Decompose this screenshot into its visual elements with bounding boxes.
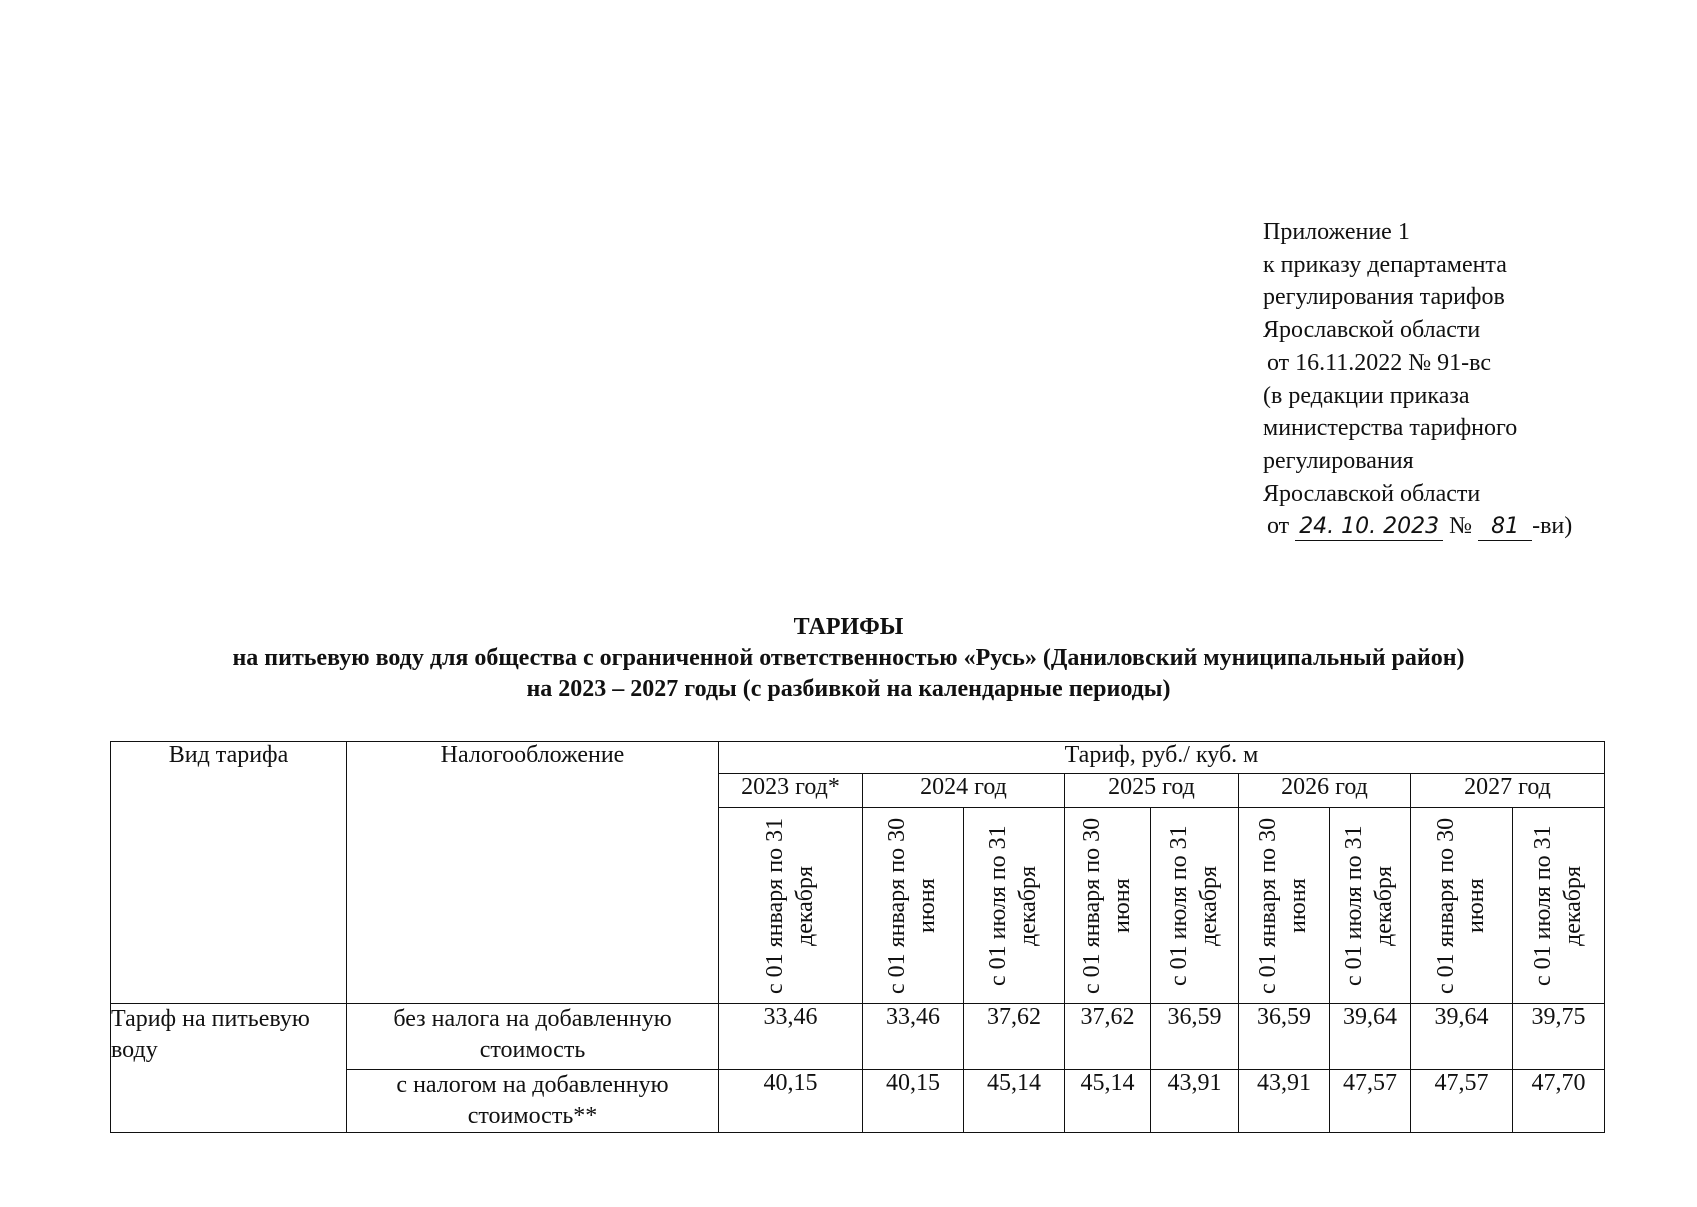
value-cell: 45,14 (1065, 1070, 1151, 1133)
value-cell: 40,15 (863, 1070, 964, 1133)
appendix-line: Приложение 1 (1263, 219, 1410, 245)
handwritten-number: 81 (1478, 514, 1532, 541)
appendix-block (1263, 216, 1643, 543)
title-heading: ТАРИФЫ (793, 614, 904, 640)
header-period (964, 808, 1065, 1004)
value-cell: 36,59 (1239, 1004, 1330, 1070)
header-year: 2025 год (1065, 774, 1239, 808)
header-year: 2024 год (863, 774, 1065, 808)
table-row (111, 1004, 1605, 1070)
handwritten-date: 24. 10. 2023 (1295, 514, 1443, 541)
header-period (1151, 808, 1239, 1004)
period-text: с 01 июля по 31 декабря (1165, 825, 1222, 986)
header-period (1239, 808, 1330, 1004)
document-title (0, 612, 1697, 705)
value-cell: 43,91 (1151, 1070, 1239, 1133)
header-period (863, 808, 964, 1004)
header-period (1411, 808, 1513, 1004)
value-cell: 47,57 (1330, 1070, 1411, 1133)
tax-cell: без налога на добавленную стоимость (347, 1004, 719, 1070)
period-text: с 01 января по 30 июня (1432, 817, 1489, 994)
header-period (1065, 808, 1151, 1004)
value-cell: 45,14 (964, 1070, 1065, 1133)
appendix-line: министерства тарифного (1263, 415, 1518, 442)
value-cell: 33,46 (719, 1004, 863, 1070)
appendix-line: регулирования тарифов (1263, 284, 1505, 311)
period-text: с 01 июля по 31 декабря (1529, 825, 1586, 986)
header-year: 2026 год (1239, 774, 1411, 808)
value-cell: 47,57 (1411, 1070, 1513, 1133)
appendix-line: (в редакции приказа (1263, 382, 1470, 409)
value-cell: 43,91 (1239, 1070, 1330, 1133)
period-text: с 01 июля по 31 декабря (1341, 825, 1397, 986)
value-cell: 40,15 (719, 1070, 863, 1133)
period-text: с 01 января по 30 июня (1255, 817, 1311, 994)
appendix-line: регулирования (1263, 447, 1414, 474)
appendix-order-line (1263, 510, 1643, 543)
appendix-line: к приказу департамента (1263, 251, 1507, 278)
appendix-line: Ярославской области (1263, 480, 1481, 507)
value-cell: 39,75 (1513, 1004, 1605, 1070)
appendix-line: Ярославской области (1263, 317, 1481, 344)
value-cell: 36,59 (1151, 1004, 1239, 1070)
title-line2: на питьевую воду для общества с ограниченной ответственностью «Русь» (Даниловский муниципальный район) (232, 645, 1465, 671)
period-text: с 01 января по 30 июня (1078, 817, 1135, 994)
order-suffix: -ви) (1532, 513, 1573, 540)
period-text: с 01 января по 31 декабря (761, 817, 818, 994)
header-period (719, 808, 863, 1004)
header-period (1513, 808, 1605, 1004)
tariffs-table (110, 741, 1605, 1133)
header-year: 2027 год (1411, 774, 1605, 808)
value-cell: 39,64 (1411, 1004, 1513, 1070)
header-tariff: Тариф, руб./ куб. м (719, 742, 1605, 774)
appendix-line: от 16.11.2022 № 91-вс (1267, 349, 1492, 376)
header-tax: Налогообложение (347, 742, 719, 1004)
value-cell: 33,46 (863, 1004, 964, 1070)
order-prefix: от (1267, 513, 1290, 540)
value-cell: 37,62 (1065, 1004, 1151, 1070)
period-text: с 01 января по 30 июня (884, 817, 940, 994)
value-cell: 47,70 (1513, 1070, 1605, 1133)
header-year: 2023 год* (719, 774, 863, 808)
order-number-sign: № (1449, 513, 1473, 540)
period-text: с 01 июля по 31 декабря (985, 825, 1041, 986)
header-type: Вид тарифа (111, 742, 347, 1004)
tariff-type-cell: Тариф на питьевую воду (111, 1004, 347, 1133)
header-period (1330, 808, 1411, 1004)
title-line3: на 2023 – 2027 годы (с разбивкой на календарные периоды) (526, 676, 1171, 702)
value-cell: 37,62 (964, 1004, 1065, 1070)
tax-cell: с налогом на добавленную стоимость** (347, 1070, 719, 1133)
value-cell: 39,64 (1330, 1004, 1411, 1070)
